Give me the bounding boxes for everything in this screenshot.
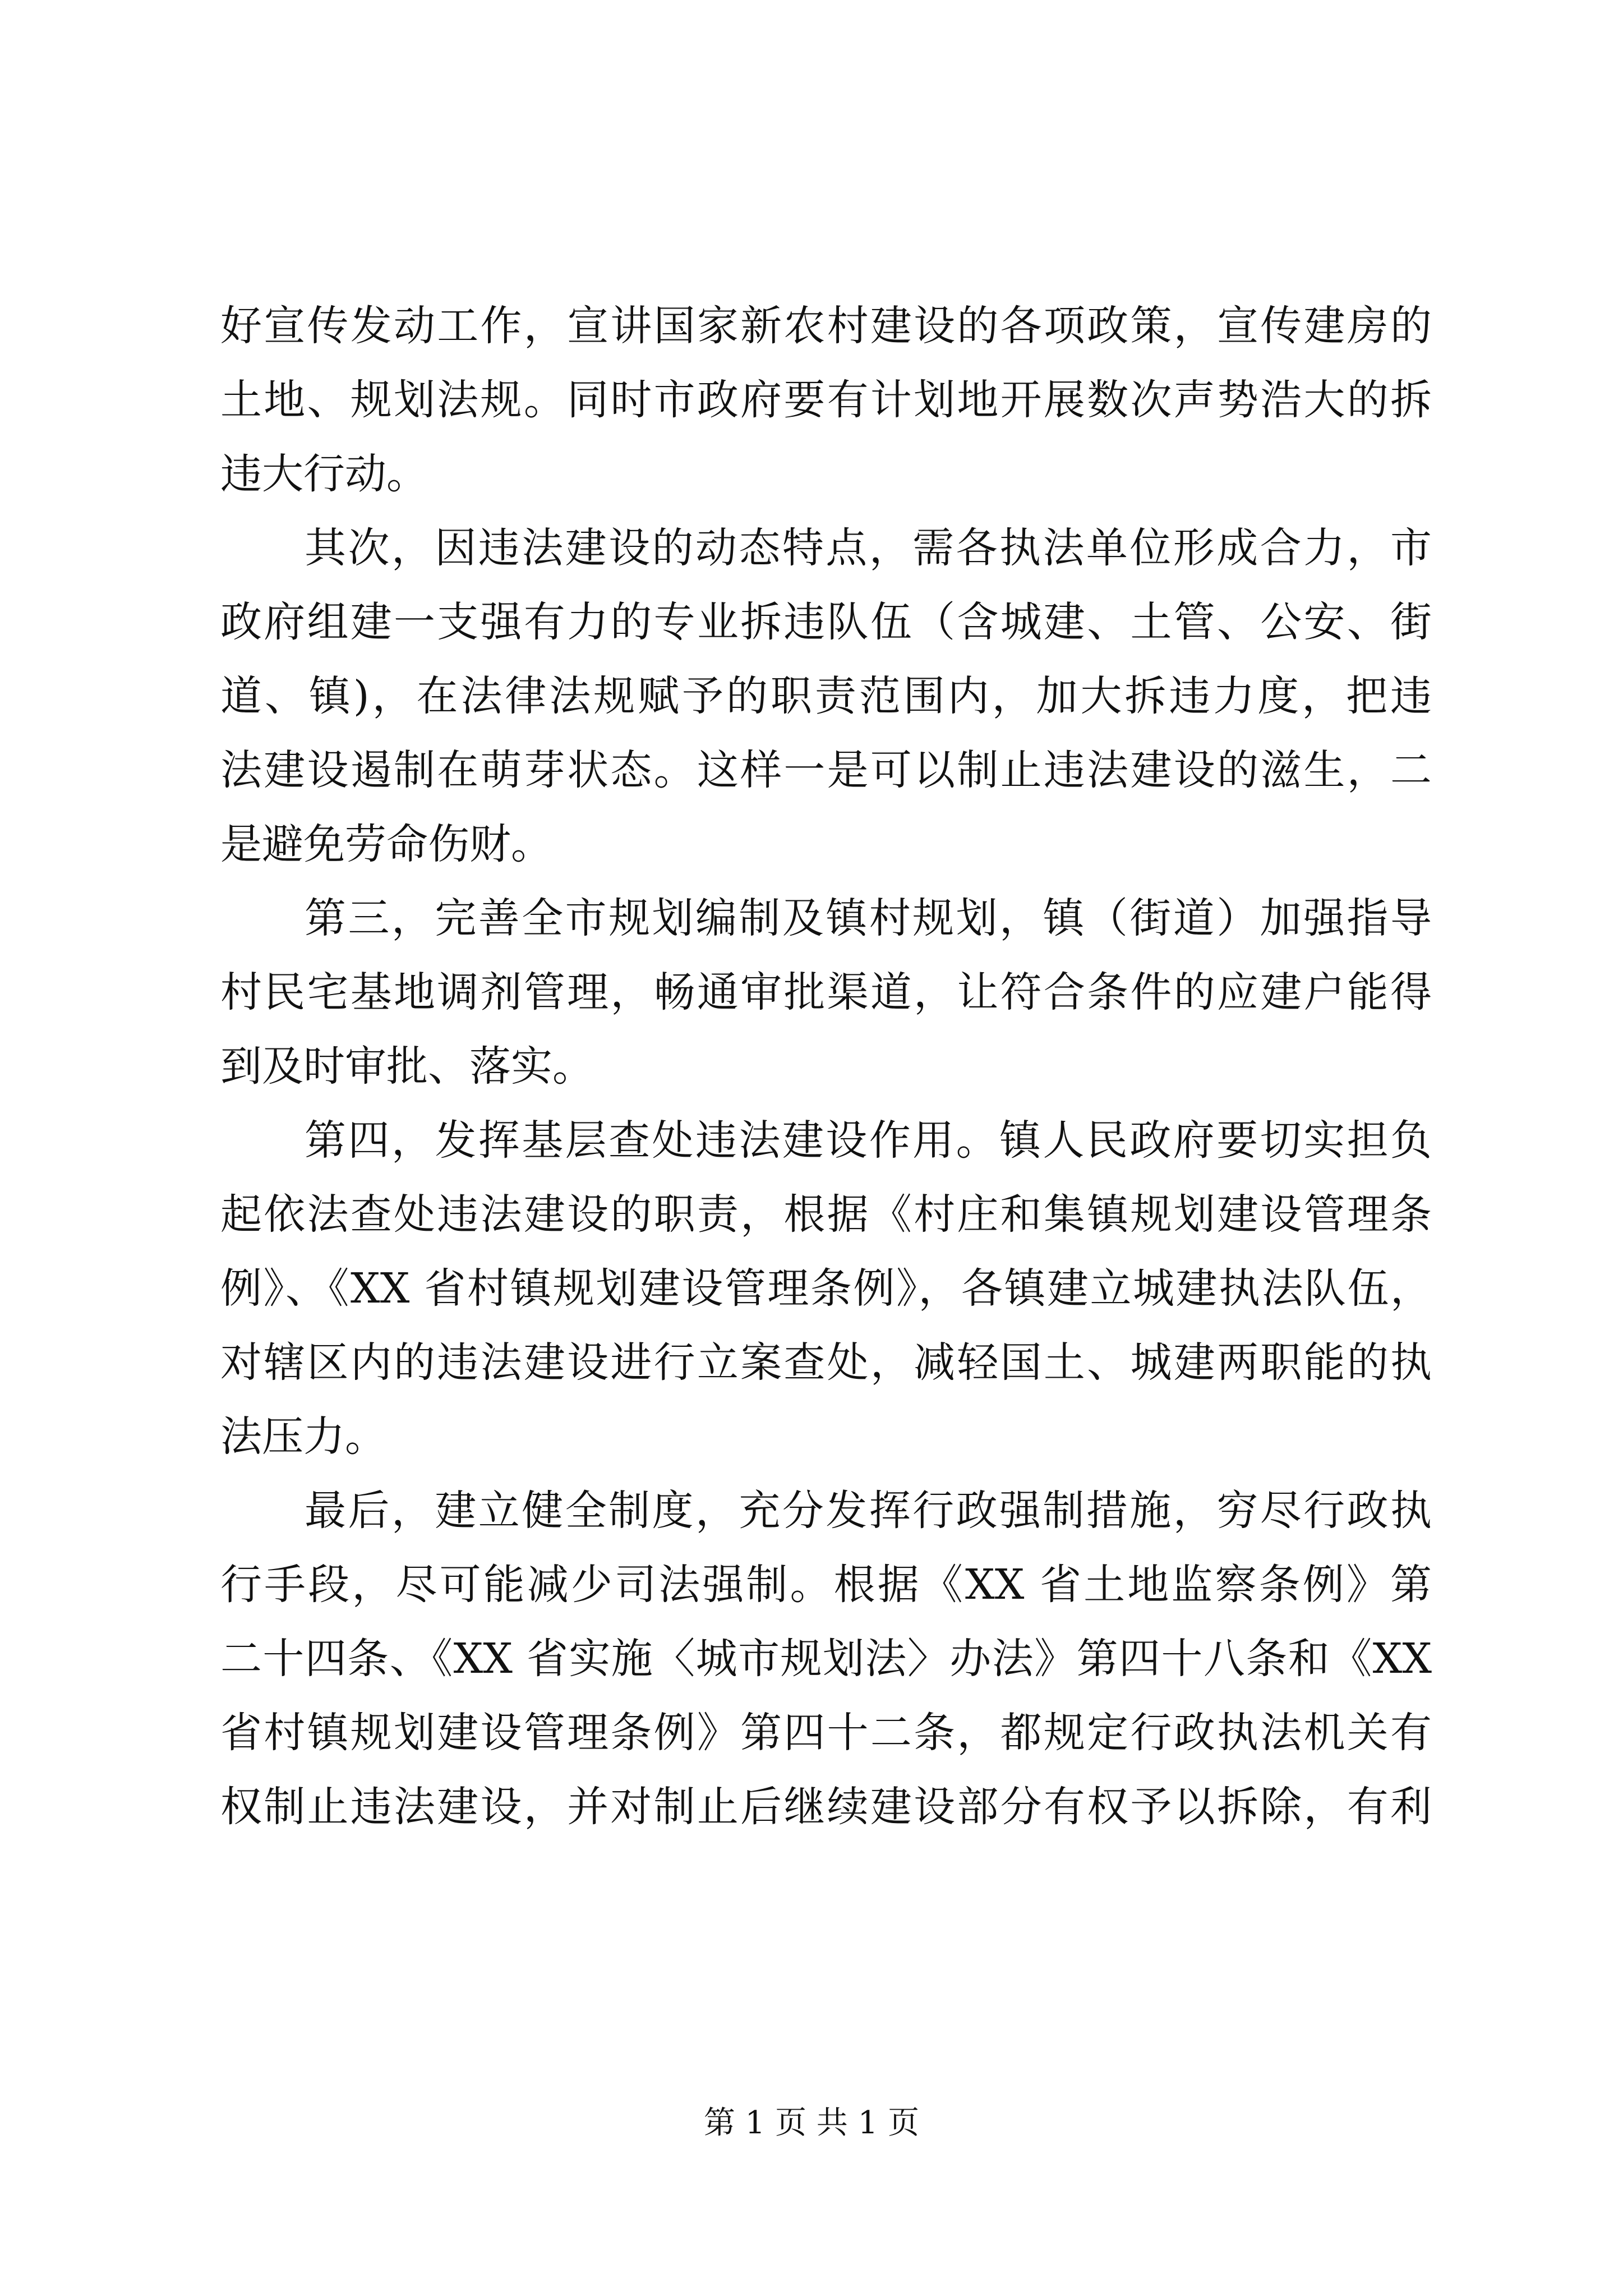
text-line: 权制止违法建设，并对制止后继续建设部分有权予以拆除，有利: [220, 1783, 1432, 1831]
text-line: 到及时审批、落实。: [220, 1042, 594, 1091]
text-line: 法压力。: [220, 1412, 386, 1461]
text-line: 行手段，尽可能减少司法强制。根据《XX 省土地监察条例》第: [220, 1561, 1432, 1609]
text-line: 是避免劳命伤财。: [220, 820, 552, 868]
text-line: 例》、《XX 省村镇规划建设管理条例》，各镇建立城建执法队伍，: [220, 1264, 1432, 1313]
text-line: 政府组建一支强有力的专业拆违队伍（含城建、土管、公安、街: [220, 598, 1432, 646]
document-body: [220, 289, 1432, 1844]
text-line: 省村镇规划建设管理条例》第四十二条，都规定行政执法机关有: [220, 1709, 1432, 1757]
paragraph-first-line: 第三，完善全市规划编制及镇村规划，镇（街道）加强指导: [305, 894, 1432, 942]
text-line: 好宣传发动工作，宣讲国家新农村建设的各项政策，宣传建房的: [220, 302, 1432, 350]
text-line: 起依法查处违法建设的职责，根据《村庄和集镇规划建设管理条: [220, 1190, 1432, 1239]
text-line: 土地、规划法规。同时市政府要有计划地开展数次声势浩大的拆: [220, 376, 1432, 424]
paragraph-first-line: 其次，因违法建设的动态特点，需各执法单位形成合力，市: [305, 524, 1432, 572]
paragraph-first-line: 第四，发挥基层查处违法建设作用。镇人民政府要切实担负: [305, 1116, 1432, 1165]
text-line: 法建设遏制在萌芽状态。这样一是可以制止违法建设的滋生，二: [220, 746, 1432, 794]
text-line: 对辖区内的违法建设进行立案查处，减轻国土、城建两职能的执: [220, 1338, 1432, 1387]
page-number-footer: 第 1 页 共 1 页: [703, 2105, 920, 2141]
paragraph-first-line: 最后，建立健全制度，充分发挥行政强制措施，穷尽行政执: [305, 1487, 1432, 1535]
text-line: 道、镇)，在法律法规赋予的职责范围内，加大拆违力度，把违: [220, 672, 1432, 720]
text-line: 村民宅基地调剂管理，畅通审批渠道，让符合条件的应建户能得: [220, 968, 1432, 1016]
text-line: 二十四条、《XX 省实施〈城市规划法〉办法》第四十八条和《XX: [220, 1635, 1432, 1683]
text-line: 违大行动。: [220, 450, 428, 498]
